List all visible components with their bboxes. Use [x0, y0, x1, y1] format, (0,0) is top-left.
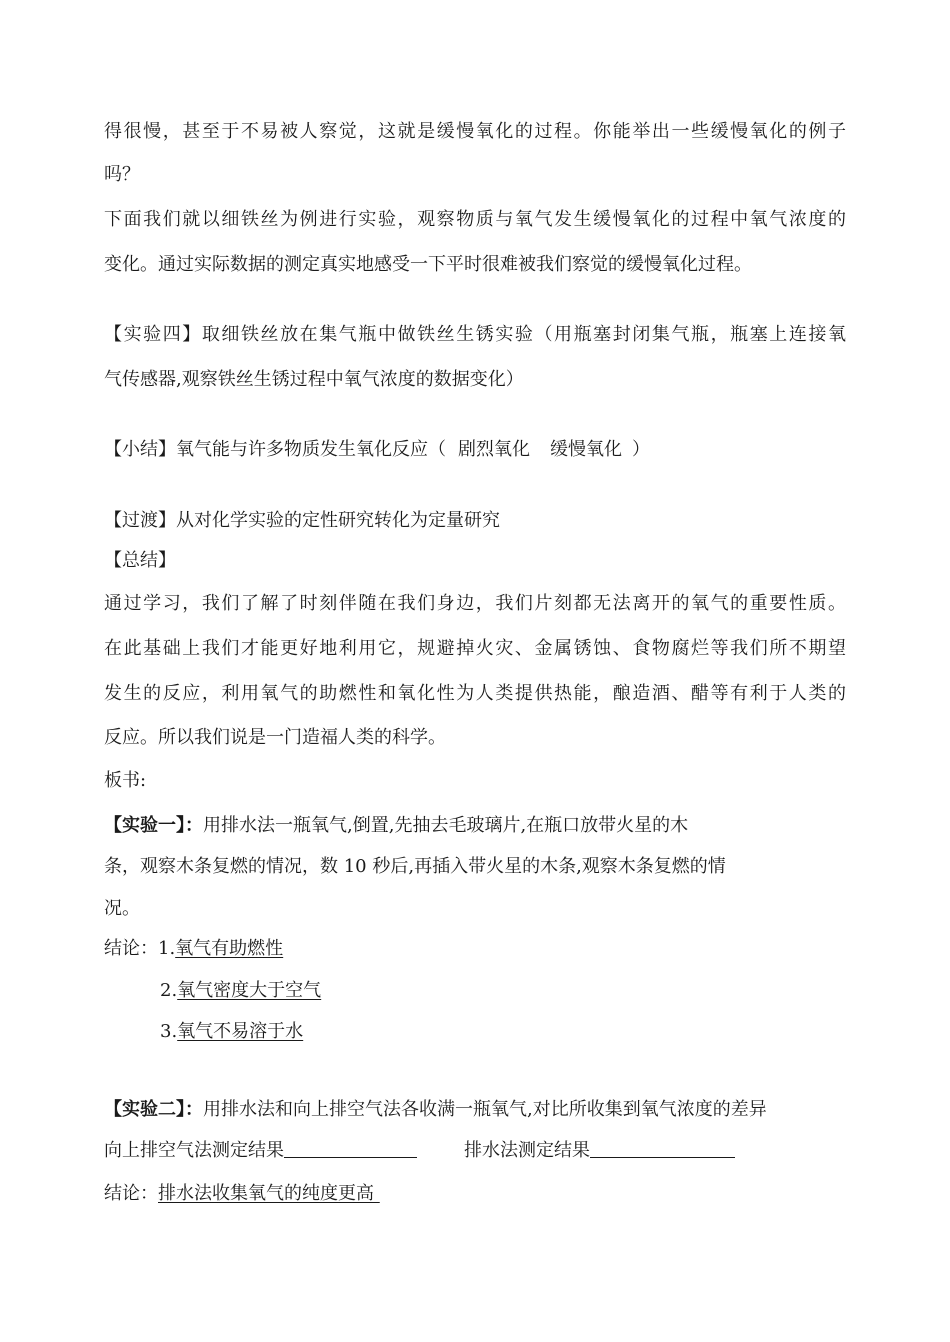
- experiment-1-line-1: [104, 814, 688, 838]
- experiment-1-conclusion-1: [104, 937, 283, 961]
- transition-line: 【过渡】从对化学实验的定性研究转化为定量研究: [104, 510, 500, 531]
- board-label: 板书:: [104, 770, 147, 791]
- result-2-label: 排水法测定结果: [464, 1140, 590, 1161]
- summary-line: [104, 438, 650, 462]
- experiment-1-text-1: 用排水法一瓶氧气,倒置,先抽去毛玻璃片,在瓶口放带火星的木: [203, 815, 689, 836]
- conclusion-line-3: 发生的反应，利用氧气的助燃性和氧化性为人类提供热能，酿造酒、醋等有利于人类的: [104, 683, 846, 704]
- result-1-label: 向上排空气法测定结果: [104, 1140, 284, 1161]
- experiment-1-line-3: 况。: [104, 898, 140, 919]
- experiment-1-line-2: 条，观察木条复燃的情况，数 10 秒后,再插入带火星的木条,观察木条复燃的情: [104, 856, 726, 877]
- experiment-2-conclusion: [104, 1182, 380, 1206]
- experiment-4-line-1: 【实验四】取细铁丝放在集气瓶中做铁丝生锈实验（用瓶塞封闭集气瓶，瓶塞上连接氧: [104, 324, 846, 345]
- experiment-4-line-2: 气传感器,观察铁丝生锈过程中氧气浓度的数据变化）: [104, 369, 524, 390]
- experiment-1-conclusion-2: [160, 979, 321, 1003]
- experiment-2-results-line: [104, 1139, 735, 1163]
- experiment-2-conclusion-text: 排水法收集氧气的纯度更高: [158, 1183, 374, 1204]
- experiment-2-line-1: [104, 1098, 767, 1122]
- conclusion-item-text: 氧气有助燃性: [175, 938, 284, 959]
- conclusion-item-number: 2.: [160, 980, 178, 1001]
- summary-option-2: 缓慢氧化: [550, 439, 622, 460]
- underline-trail: [374, 1183, 380, 1204]
- intro-line-2: 吗？: [104, 164, 140, 185]
- conclusion-item-number: 3.: [160, 1021, 178, 1042]
- summary-prefix: 【小结】氧气能与许多物质发生氧化反应（: [104, 439, 446, 460]
- conclusion-item-number: 1.: [158, 938, 176, 959]
- intro-line-3: 下面我们就以细铁丝为例进行实验，观察物质与氧气发生缓慢氧化的过程中氧气浓度的: [104, 209, 846, 230]
- experiment-1-title: 【实验一】：: [104, 815, 203, 836]
- intro-line-1: 得很慢，甚至于不易被人察觉，这就是缓慢氧化的过程。你能举出一些缓慢氧化的例子: [104, 121, 846, 142]
- experiment-2-text-1: 用排水法和向上排空气法各收满一瓶氧气,对比所收集到氧气浓度的差异: [203, 1099, 767, 1120]
- experiment-2-title: 【实验二】：: [104, 1099, 203, 1120]
- conclusion-line-2: 在此基础上我们才能更好地利用它，规避掉火灾、金属锈蚀、食物腐烂等我们所不期望: [104, 638, 846, 659]
- conclusion-line-1: 通过学习，我们了解了时刻伴随在我们身边，我们片刻都无法离开的氧气的重要性质。: [104, 593, 846, 614]
- experiment-1-conclusion-3: [160, 1020, 303, 1044]
- experiment-2-conclusion-label: 结论：: [104, 1183, 158, 1204]
- result-1-blank[interactable]: [284, 1139, 417, 1158]
- conclusion-heading: 【总结】: [104, 550, 176, 571]
- summary-suffix: ）: [632, 439, 650, 460]
- conclusion-item-text: 氧气密度大于空气: [177, 980, 322, 1001]
- conclusion-item-text: 氧气不易溶于水: [177, 1021, 304, 1042]
- summary-option-1: 剧烈氧化: [458, 439, 530, 460]
- intro-line-4: 变化。通过实际数据的测定真实地感受一下平时很难被我们察觉的缓慢氧化过程。: [104, 254, 752, 275]
- conclusion-line-4: 反应。所以我们说是一门造福人类的科学。: [104, 727, 446, 748]
- experiment-1-conclusion-label: 结论：: [104, 938, 158, 959]
- result-2-blank[interactable]: [590, 1139, 735, 1158]
